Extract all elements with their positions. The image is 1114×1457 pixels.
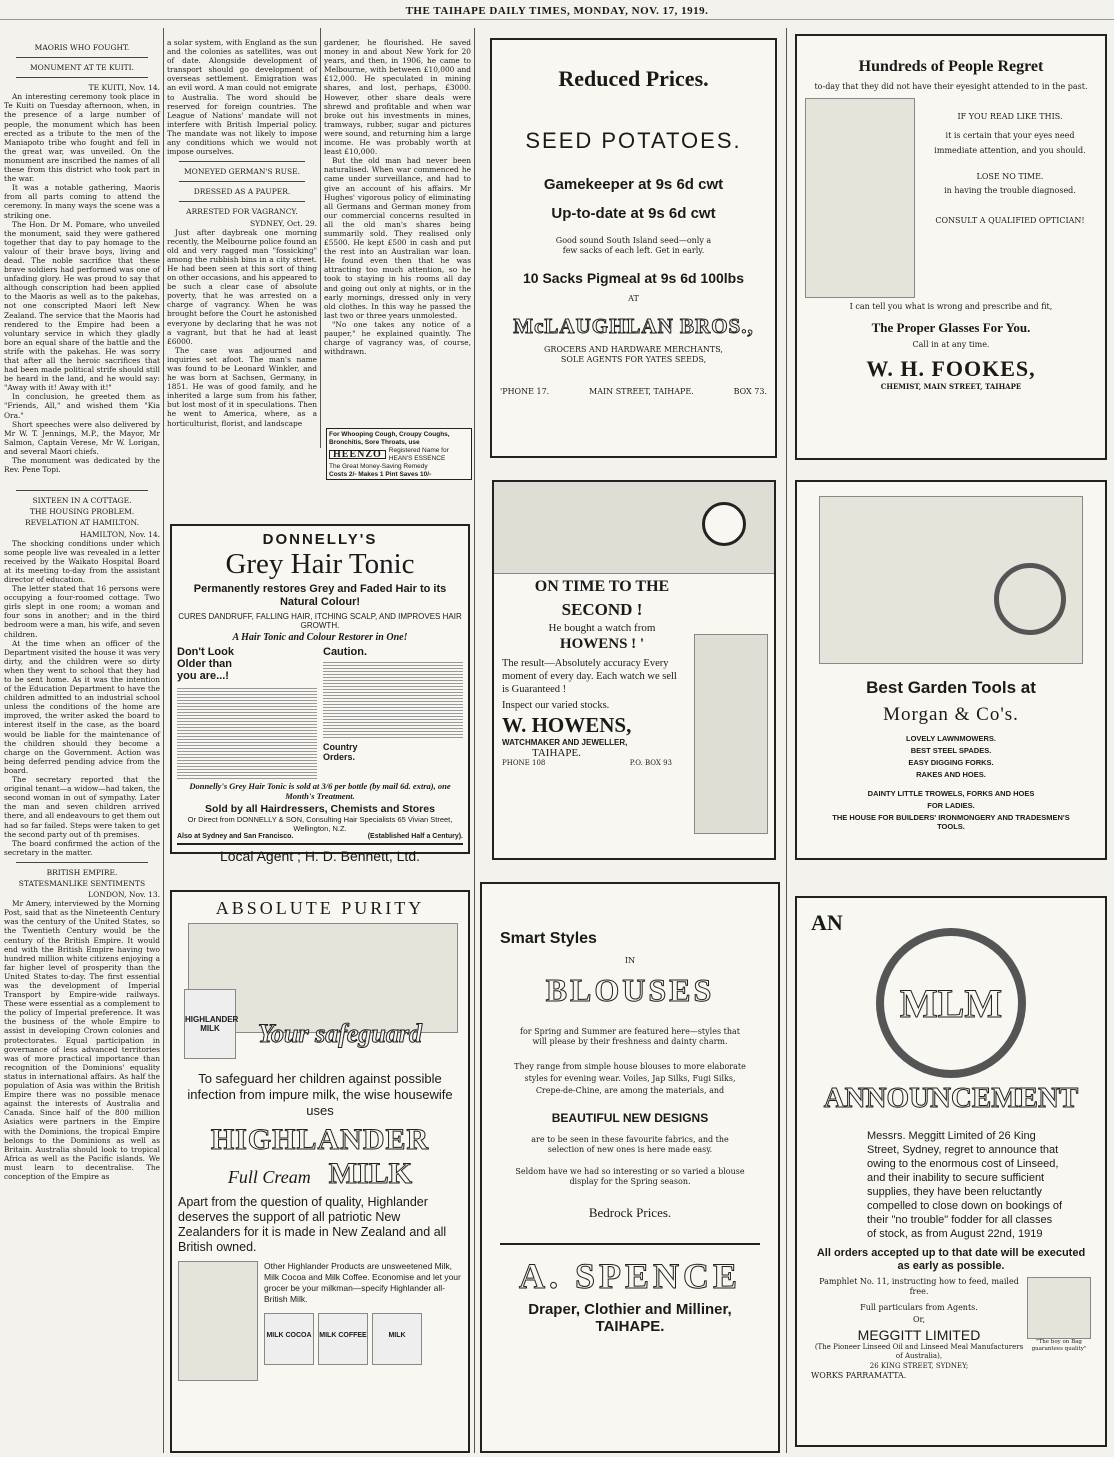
paragraph: At the time when an officer of the Department visited the house it was very dirty, and the children were so dirty when they went to school that they had to be sent home. As it was the intention of the Education Department to have the children admitted to an industrial school unless the conditions of the home are improved, the writer asked the board to interest itself in the case, as the board would be liable for the maintenance of the children should they become a charge on the Government. Action was being deferred pending advice from the board. [4, 638, 160, 775]
highlander-fullcream: Full Cream [227, 1167, 311, 1187]
donnelly-caution: Caution. [323, 646, 367, 658]
highlander-can-coffee: MILK COFFEE [318, 1313, 368, 1365]
meggitt-note: "The boy on Bag guarantees quality" [1031, 1339, 1087, 1352]
spence-line7: are to be seen in these favourite fabrics, and the selection of new ones is here made easy. [531, 1135, 729, 1154]
highlander-can: HIGHLANDER MILK [184, 989, 236, 1059]
fookes-line5: in having the trouble diagnosed. [944, 186, 1076, 195]
fookes-line1: to-day that they did not have their eyesight attended to in the past. [814, 82, 1088, 91]
heenzo-remedy: The Great Money-Saving Remedy [329, 463, 428, 470]
morgan-item7: THE HOUSE FOR BUILDERS' IRONMONGERY AND TRADESMEN'S TOOLS. [832, 813, 1070, 831]
dateline: LONDON, Nov. 13. [88, 890, 160, 900]
paragraph: The shocking conditions under which some people live was revealed in a letter received by the Waikato Hospital Board at its meeting to-day from the assistant director of education. [4, 538, 160, 584]
howens-line4: HOWENS ! ' [559, 636, 645, 652]
morgan-item5: DAINTY LITTLE TROWELS, FORKS AND HOES [867, 789, 1035, 798]
dateline: HAMILTON, Nov. 14. [79, 529, 160, 539]
mclaughlan-seed: SEED POTATOES. [525, 128, 742, 153]
fookes-reader-illustration [805, 98, 915, 298]
subheadline: MONUMENT AT TE KUITI. [29, 63, 135, 73]
meggitt-an: AN [811, 910, 843, 935]
mclaughlan-line2: Up-to-date at 9s 6d cwt [551, 205, 716, 222]
spence-line8: Seldom have we had so interesting or so varied a blouse display for the Spring season. [515, 1167, 745, 1186]
highlander-brand: HIGHLANDER [210, 1123, 430, 1156]
mclaughlan-name: McLAUGHLAN BROS., [513, 314, 754, 338]
meggitt-body: Messrs. Meggitt Limited of 26 King Street, Sydney, regret to announce that owing to the enormous cost of Linseed, and their inability to secure sufficient supplies, they have been reluctantly compelled to close down on bookings of their "no trouble" fodder for all classes of stock, as from August 22nd, 1919 [867, 1130, 1063, 1240]
meggitt-or: Or, [912, 1315, 926, 1324]
clock-icon [702, 502, 746, 546]
meggitt-name: MEGGITT LIMITED [857, 1327, 981, 1343]
donnelly-fineprint [323, 660, 463, 738]
donnelly-country: Country Orders. [323, 742, 358, 762]
meggitt-logo [876, 928, 1026, 1078]
paragraph: Short speeches were also delivered by Mr W. T. Jennings, M.P., the Mayor, Mr Salmon, Captain Verese, Mr W. Lorigan, and several Maori chiefs. [4, 419, 160, 456]
fookes-title: Hundreds of People Regret [858, 58, 1044, 75]
fookes-line8: The Proper Glasses For You. [871, 320, 1031, 335]
paragraph: But the old man had never been naturalised. When war commenced he came under surveillance, and had to give an account of his affairs. Mr Hughes' vigorous policy of eliminating all Germans and German money from our commercial concerns resulted in all the old man's shares being summarily sold. They realised only £5500. He kept £500 in cash and put the rest into an Australian war loan. He found even then that he was attracting too much attention, so he took to staying in his rooms all day and going out only at nights, or in the early mornings, dressed only in very old clothes. In this way he passed the last two or three years unmolested. [324, 156, 471, 320]
donnelly-sold: Sold by all Hairdressers, Chemists and Stores [205, 803, 435, 815]
mclaughlan-line4: 10 Sacks Pigmeal at 9s 6d 100lbs [522, 270, 745, 286]
headline: MONEYED GERMAN'S RUSE. [183, 167, 300, 177]
morgan-item3: EASY DIGGING FORKS. [908, 758, 994, 767]
morgan-item6: FOR LADIES. [927, 801, 975, 810]
mclaughlan-line3: Good sound South Island seed—only a few sacks of each left. Get in early. [555, 236, 712, 255]
lawnmower-illustration [819, 496, 1083, 664]
morgan-ad [795, 480, 1107, 860]
spence-line4: for Spring and Summer are featured here—styles that will please by their freshness and dainty charm. [520, 1027, 740, 1046]
meggitt-announcement: ANNOUNCEMENT [823, 1082, 1079, 1114]
fookes-line6: CONSULT A QUALIFIED OPTICIAN! [935, 216, 1085, 225]
paragraph: The secretary reported that the original tenant—a widow—had taken, the second woman in out of sympathy. Later the man and seven children arrived there, and all endeavours to get them out had so far failed. Steps were taken to get the second party out of th premises. [4, 775, 160, 839]
news-column-2 [167, 38, 317, 480]
mclaughlan-box: BOX 73. [733, 387, 767, 396]
spence-town: TAIHAPE. [595, 1318, 665, 1335]
heenzo-registered: Registered Name for HEAN'S ESSENCE [388, 447, 449, 462]
meggitt-line2: All orders accepted up to that date will be executed as early as possible. [816, 1247, 1086, 1272]
highlander-can-milk: MILK [372, 1313, 422, 1365]
fookes-line4: LOSE NO TIME. [976, 172, 1044, 181]
howens-desc: WATCHMAKER AND JEWELLER, [502, 738, 628, 747]
divider [16, 57, 148, 58]
mclaughlan-line1: Gamekeeper at 9s 6d cwt [543, 176, 724, 193]
donnelly-price: Donnelly's Grey Hair Tonic is sold at 3/6 per bottle (by mail 6d. extra), one Month's Treatment. [189, 781, 451, 801]
meggitt-works: WORKS PARRAMATTA. [811, 1371, 907, 1380]
donnelly-fineprint [177, 686, 317, 781]
spence-desc: Draper, Clothier and Milliner, [528, 1301, 732, 1318]
howens-line3: He bought a watch from [548, 622, 656, 634]
fookes-line7: I can tell you what is wrong and prescribe and fit, [849, 302, 1053, 311]
meggitt-bag-illustration [1027, 1277, 1091, 1339]
howens-ad [492, 480, 776, 860]
heenzo-headline: For Whooping Cough, Croupy Coughs, Bronchitis, Sore Throats, use [329, 431, 450, 446]
fookes-name: W. H. FOOKES, [866, 356, 1036, 381]
paragraph: An interesting ceremony took place in Te Kuiti on Tuesday afternoon, when, in the presence of a large number of people, the monument which has been erected as a tribute to the men of the Maniapoto tribe who fought and fell in the great war, was unveiled. On the monument are inscribed the names of all these from this district who took part in the war. [4, 92, 160, 184]
highlander-can-cocoa: MILK COCOA [264, 1313, 314, 1365]
donnelly-line2: CURES DANDRUFF, FALLING HAIR, ITCHING SCALP, AND IMPROVES HAIR GROWTH. [178, 612, 462, 630]
subheadline: STATESMANLIKE SENTIMENTS [18, 878, 146, 888]
mclaughlan-title: Reduced Prices. [558, 66, 709, 91]
donnelly-look: Don't Look Older than you are...! [177, 646, 234, 682]
divider [500, 1243, 760, 1245]
howens-name: W. HOWENS, [502, 713, 632, 737]
paragraph: a solar system, with England as the sun and the colonies as satellites, was out of date. Alongside development of transport should go development of overseas settlement. Emigration was an evil word. A man could not emigrate to Australia. The word should be reserved for foreign countries. The League of Nations' mandate will not interfere with British Imperial policy. The mandate was not likely to impose any conditions which we would not impose ourselves. [167, 38, 317, 157]
paragraph: gardener, he flourished. He saved money in and about New York for 20 years, and then, in 1906, he came to Melbourne, with between £10,000 and £12,000. He speculated in mining shares, and lost, perhaps, £3000. However, other share deals were shrewd and profitable and when war broke out his investments in mines, tramways, rubber, sugar and pictures were sound, and returning him a large income. He was probably worth at least £10,000. [324, 38, 471, 157]
mclaughlan-desc2: SOLE AGENTS FOR YATES SEEDS, [560, 355, 707, 364]
heenzo-price: Costs 2/- Makes 1 Pint Saves 10/- [329, 470, 432, 478]
wheel-icon [994, 563, 1066, 635]
mclaughlan-phone: 'PHONE 17. [500, 387, 550, 396]
howens-town: TAIHAPE. [532, 747, 581, 759]
meggitt-line4: Full particulars from Agents. [860, 1303, 978, 1312]
fookes-ad [795, 34, 1107, 460]
spence-name: A. SPENCE [518, 1256, 742, 1296]
fookes-line9: Call in at any time. [912, 340, 990, 349]
howens-line2: SECOND ! [561, 600, 643, 619]
highlander-safeguard: Your safeguard [258, 1019, 422, 1048]
spence-line3: BLOUSES [545, 972, 715, 1008]
morgan-line1: Best Garden Tools at [866, 678, 1036, 697]
divider [179, 181, 305, 182]
divider [16, 490, 148, 491]
howens-street-illustration [494, 482, 774, 574]
howens-man-illustration [694, 634, 768, 834]
meggitt-logo-text: MLM [899, 980, 1003, 1026]
highlander-text1: To safeguard her children against possible infection from impure milk, the wise housewife uses [187, 1071, 453, 1118]
divider [179, 161, 305, 162]
paragraph: Just after daybreak one morning recently, the Melbourne police found an old and very ragged man "fossicking" among the rubbish bins in a city street. He had been seen at this sort of thing on other occasions, and his appeared to be such a clear case of absolute poverty, that he was arrested on a charge of vagrancy. When he was brought before the Court he astonished everyone by declaring that he was not a vagrant, but that he had at least £6000. [167, 227, 317, 346]
mclaughlan-ad [490, 38, 777, 458]
donnelly-established: (Established Half a Century). [367, 833, 463, 840]
meggitt-line6: 26 KING STREET, SYDNEY; [869, 1362, 969, 1370]
news-column-1 [4, 38, 160, 1453]
donnelly-agent: Local Agent ; H. D. Bennett, Ltd. [177, 843, 463, 864]
donnelly-direct: Or Direct from DONNELLY & SON, Consulting Hair Specialists 65 Vivian Street, Wellington, N.Z. [187, 815, 453, 833]
fookes-line3: it is certain that your eyes need immediate attention, and you should. [934, 131, 1086, 155]
mclaughlan-street: MAIN STREET, TAIHAPE. [589, 387, 694, 396]
heenzo-ad [326, 428, 472, 480]
spence-line6: BEAUTIFUL NEW DESIGNS [551, 1111, 709, 1125]
meggitt-line3: Pamphlet No. 11, instructing how to feed, mailed free. [819, 1277, 1019, 1296]
column-rule [786, 28, 787, 1453]
paragraph: The case was adjourned and inquiries set afoot. The man's name was found to be Leonard Winkler, and he was born at Sachsen, Germany, in 1851. He was of good family, and he inherited a large sum from his father, but lost most of it in speculations. Then he went to America, where, as a horticulturist, florist, and landscape [167, 345, 317, 428]
heenzo-brand: HEENZO [329, 450, 386, 460]
headline: BRITISH EMPIRE. [46, 867, 118, 877]
mclaughlan-desc1: GROCERS AND HARDWARE MERCHANTS, [544, 345, 723, 354]
morgan-item4: RAKES AND HOES. [916, 770, 986, 779]
highlander-milk: MILK [328, 1157, 413, 1190]
donnelly-title: Grey Hair Tonic [225, 548, 415, 580]
donnelly-name: DONNELLY'S [262, 531, 378, 548]
donnelly-line1: Permanently restores Grey and Faded Hair to its Natural Colour! [193, 583, 447, 608]
column-rule [163, 28, 164, 1453]
divider [179, 201, 305, 202]
divider [16, 862, 148, 863]
column-rule [320, 28, 321, 448]
divider [16, 77, 148, 78]
morgan-item2: BEST STEEL SPADES. [910, 746, 992, 755]
subheadline: ARRESTED FOR VAGRANCY. [186, 207, 298, 217]
headline: MAORIS WHO FOUGHT. [34, 43, 130, 52]
news-column-3 [324, 38, 471, 430]
paragraph: The letter stated that 16 persons were occupying a four-roomed cottage. Two girls slept in one room; a woman and four sons in another; and in the third bedroom were a man, his wife, and seven children. [4, 584, 160, 639]
mclaughlan-at: AT [628, 294, 639, 303]
donnelly-ad [170, 524, 470, 864]
morgan-item1: LOVELY LAWNMOWERS. [905, 734, 996, 743]
spence-ad [480, 882, 780, 1453]
dateline: SYDNEY, Oct. 29. [250, 218, 317, 228]
paragraph: Mr Amery, interviewed by the Morning Post, said that as the Nineteenth Century was the century of the United States, so the Twentieth Century would be the century of the British Empire. It would end with the British Empire having two hundred million white citizens enjoying a far higher level of prosperity than the United States to-day. The first essential was the development of Imperial Transport by Empire-wide railways. These were essential as a complement to the policy of Imperial preference. It was the business of the whole Empire to assist in developing Crown colonies and protectorates. Equal participation in governance of less advanced territories was of more practical importance than recognition of the Dominions' equality status in international affairs. As half the population of Asia was within the British Empire there was no possible menace against the interests of Australia and Canada. Since half of the 800 million Asiatics were partners in the Empire with the Dominions, the tropical Empire belongs to the Dominions as well as Britain. Australia should look to tropical Africa as well as the Pacific islands. We must learn to decentralise. The conception of the Empire as [4, 899, 160, 1181]
column-rule [474, 28, 475, 1453]
subheadline: REVELATION AT HAMILTON. [24, 518, 140, 528]
subheadline: DRESSED AS A PAUPER. [193, 187, 291, 197]
howens-line1: ON TIME TO THE [534, 578, 670, 595]
morgan-line2: Morgan & Co's. [883, 704, 1019, 725]
subheadline: THE HOUSING PROBLEM. [29, 507, 135, 517]
highlander-purity: ABSOLUTE PURITY [215, 898, 425, 918]
meggitt-ad [795, 896, 1107, 1447]
paragraph: The Hon. Dr M. Pomare, who unveiled the monument, said they were gathered together that day to pay homage to the valour of their brave boys, living and dead. The noble sacrifice that these brave soldiers had performed was one of unfading glory. He was proud to say that although conscription had been applied to the Maoris as well as to the pakehas, not one conscripted Maori left New Zealand. The service that the Maoris had rendered to the Empire had been a voluntary service in which they gladly bore an equal share of the battle and the strife with the pakehas. He was sorry that after all the heroic sacrifices that had been made political strife should still be heard in the land, and he would say: "Away with it! Away with it!" [4, 219, 160, 393]
meggitt-line5: (The Pioneer Linseed Oil and Linseed Meal Manufacturers of Australia), [814, 1343, 1024, 1360]
paragraph: The board confirmed the action of the secretary in the matter. [4, 838, 160, 857]
donnelly-line3: A Hair Tonic and Colour Restorer in One! [232, 632, 408, 643]
howens-phone: PHONE 108 [502, 759, 546, 767]
paragraph: It was a notable gathering, Maoris from all parts coming to attend the ceremony. In many ways the scene was a striking one. [4, 183, 160, 220]
highlander-ad [170, 890, 470, 1453]
headline: SIXTEEN IN A COTTAGE. [32, 496, 132, 506]
fookes-desc: CHEMIST, MAIN STREET, TAIHAPE [880, 382, 1022, 391]
paragraph: In conclusion, he greeted them as "Friends, All," and wished them "Kia Ora." [4, 392, 160, 420]
spence-line1: Smart Styles [500, 930, 597, 947]
spence-line5: They range from simple house blouses to more elaborate styles for evening wear. Voiles, Jap Silks, Fugi Silks, Crepe-de-Chine, are among the materials, and [514, 1062, 746, 1095]
paragraph: The monument was dedicated by the Rev. Pene Topi. [4, 456, 160, 475]
highlander-lady-illustration [178, 1261, 258, 1381]
highlander-text3: Other Highlander Products are unsweetened Milk, Milk Cocoa and Milk Coffee. Economise and let your grocer be your milkman—specify Highlander all-British Milk. [264, 1261, 461, 1304]
howens-line6: Inspect our varied stocks. [502, 700, 610, 711]
spence-line2: IN [624, 956, 636, 965]
donnelly-also: Also at Sydney and San Francisco. [177, 833, 294, 840]
masthead: THE TAIHAPE DAILY TIMES, MONDAY, NOV. 17, 1919. [0, 0, 1114, 20]
paragraph: "No one takes any notice of a pauper," he explained quaintly. The charge of vagrancy was, of course, withdrawn. [324, 319, 471, 357]
highlander-text2: Apart from the question of quality, Highlander deserves the support of all patriotic New Zealanders for it is made in New Zealand and all British owned. [178, 1195, 447, 1254]
spence-line9: Bedrock Prices. [588, 1205, 672, 1220]
dateline: TE KUITI, Nov. 14. [88, 83, 160, 93]
howens-line5: The result—Absolutely accuracy Every moment of every day. Each watch we sell is Guaranteed ! [502, 658, 677, 695]
fookes-line2: IF YOU READ LIKE THIS. [957, 112, 1063, 121]
howens-box: P.O. BOX 93 [629, 759, 672, 767]
